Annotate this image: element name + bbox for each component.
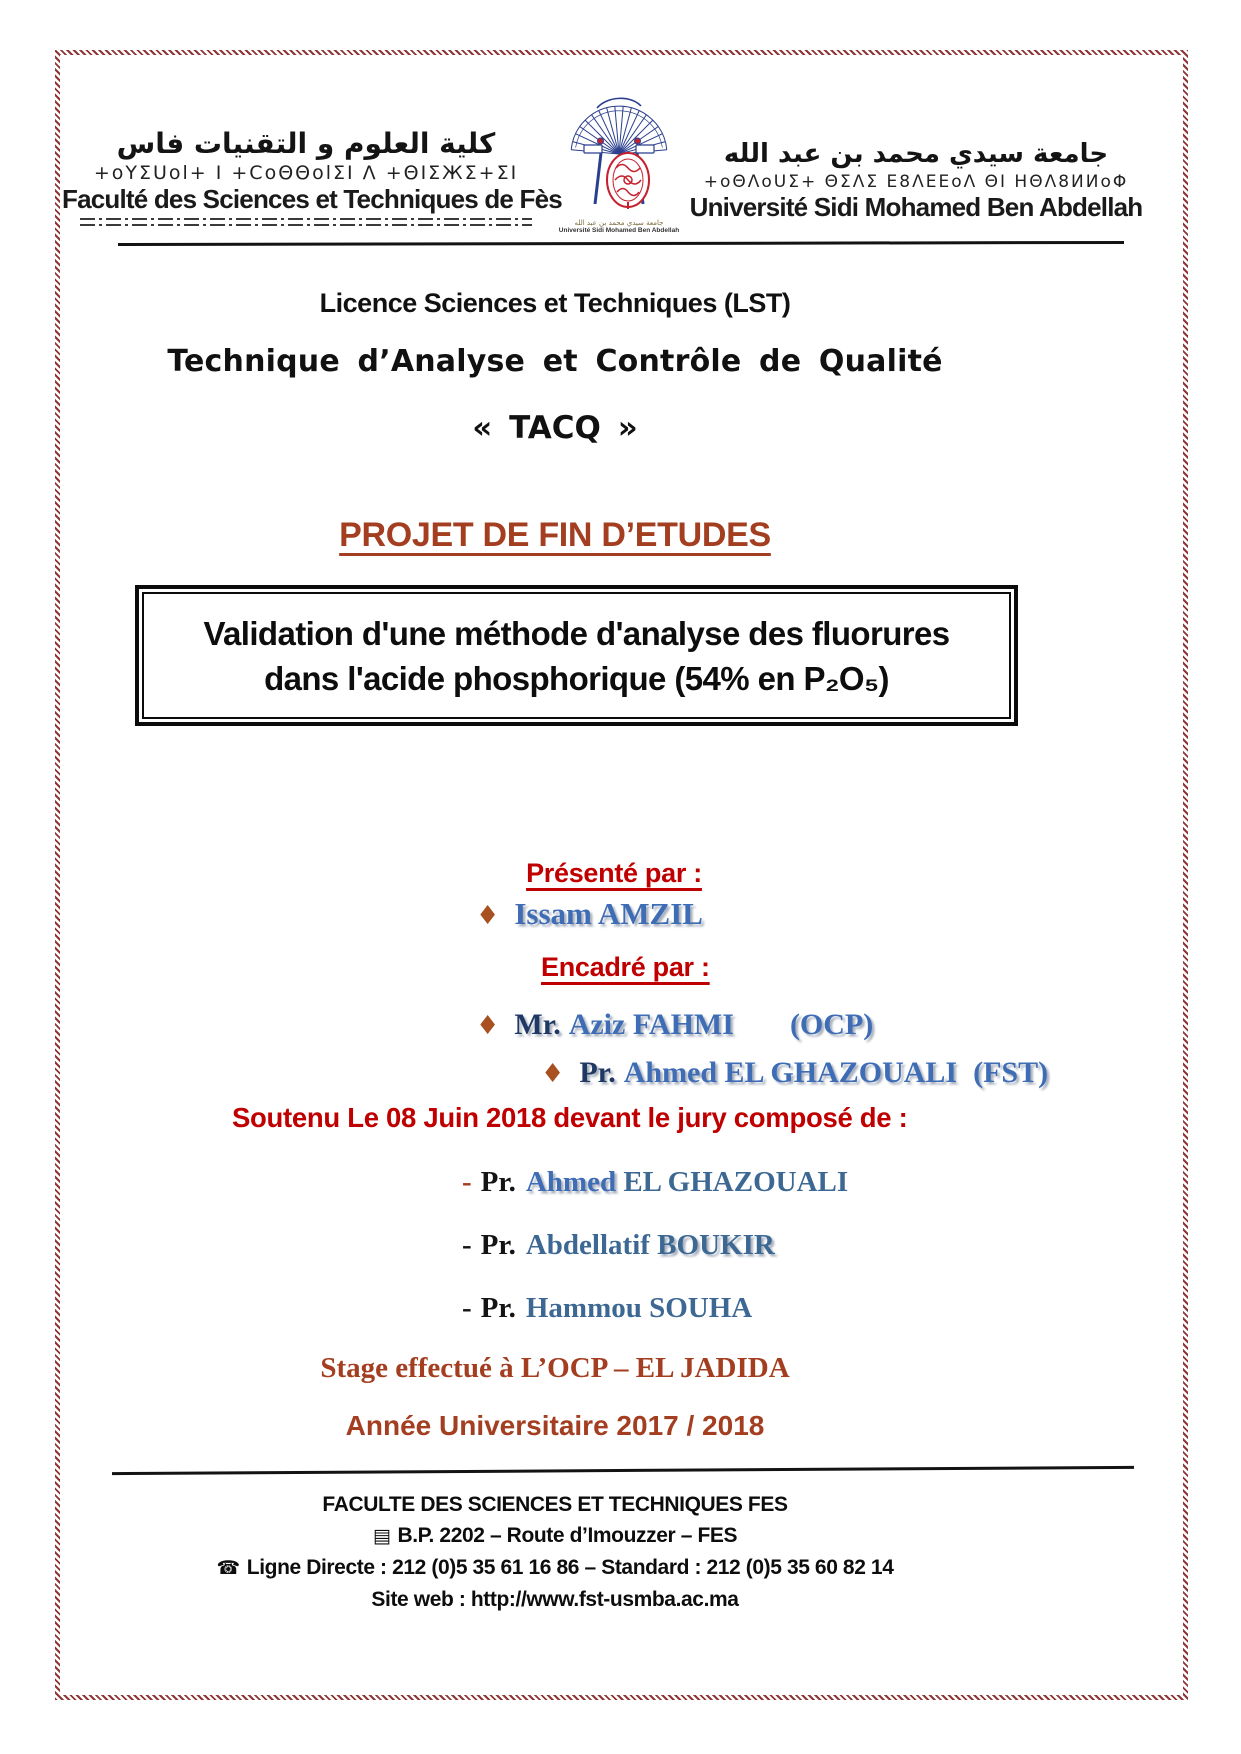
- advisor-organization: (FST): [973, 1056, 1049, 1089]
- jury-last-name: EL GHAZOUALI: [623, 1166, 849, 1198]
- dash-dot-divider: [80, 218, 532, 226]
- footer-phone-line: [0, 1552, 1110, 1584]
- program-title: Technique d’Analyse et Contrôle de Qualité: [167, 344, 943, 379]
- jury-title: Pr.: [480, 1166, 516, 1198]
- thesis-title-line2: dans l'acide phosphorique (54% en P₂O₅): [264, 659, 889, 697]
- university-name-french: Université Sidi Mohamed Ben Abdellah: [689, 191, 1143, 222]
- jury-title: Pr.: [480, 1229, 516, 1261]
- diamond-bullet-icon: ♦: [541, 1059, 565, 1089]
- advisor-line: [541, 1056, 1048, 1090]
- jury-last-name: SOUHA: [649, 1292, 753, 1324]
- logo-caption: [556, 219, 682, 235]
- advisor-line: [476, 1008, 873, 1042]
- jury-title: Pr.: [480, 1292, 516, 1324]
- footer-website: Site web : http://www.fst-usmba.ac.ma: [371, 1588, 739, 1611]
- footer-faculty-name: FACULTE DES SCIENCES ET TECHNIQUES FES: [322, 1493, 788, 1516]
- footer-block: [0, 1489, 1110, 1615]
- list-dash: -: [462, 1166, 472, 1198]
- jury-first-name: Ahmed: [525, 1166, 617, 1198]
- logo-caption-arabic: جامعة سيدي محمد بن عبد الله: [574, 219, 664, 227]
- jury-member-line: [462, 1229, 775, 1262]
- report-type-heading: PROJET DE FIN D’ETUDES: [339, 516, 771, 554]
- presented-by-heading: Présenté par :: [526, 858, 702, 888]
- address-icon: ▤: [372, 1525, 391, 1547]
- jury-first-name: Abdellatif: [525, 1229, 650, 1261]
- list-dash: -: [462, 1229, 472, 1261]
- logo-caption-latin: Université Sidi Mohamed Ben Abdellah: [558, 227, 680, 235]
- thesis-title-box-inner: [142, 592, 1011, 719]
- list-dash: -: [462, 1292, 472, 1324]
- footer-address: B.P. 2202 – Route d’Imouzzer – FES: [397, 1524, 738, 1547]
- advisor-organization: (OCP): [789, 1008, 874, 1041]
- footer-phones: Ligne Directe : 212 (0)5 35 61 16 86 – Standard : 212 (0)5 35 60 82 14: [246, 1556, 894, 1579]
- faculty-header-block: [62, 126, 562, 226]
- jury-member-line: [462, 1292, 752, 1325]
- student-line: [476, 896, 703, 932]
- university-name-tifinagh: +oΘΛoUΣ+ ΘΣΛΣ Ε8ΛΕΕoΛ ΘI ΗΘΛ8ИИoΦ: [703, 171, 1129, 192]
- academic-year-line: Année Universitaire 2017 / 2018: [345, 1410, 765, 1441]
- advisor-title: Pr.: [579, 1056, 616, 1089]
- faculty-name-arabic: كلية العلوم و التقنيات فاس: [116, 127, 496, 160]
- advisor-title: Mr.: [514, 1008, 561, 1041]
- footer-address-line: [0, 1520, 1110, 1552]
- jury-first-name: Hammou: [525, 1292, 642, 1324]
- phone-icon: ☎: [216, 1557, 240, 1579]
- university-header-block: [676, 138, 1156, 223]
- thesis-title-box: [135, 585, 1018, 726]
- supervised-by-heading: Encadré par :: [541, 952, 710, 982]
- university-name-arabic: جامعة سيدي محمد بن عبد الله: [723, 139, 1109, 169]
- program-abbreviation: « TACQ »: [472, 410, 638, 446]
- diamond-bullet-icon: ♦: [476, 1011, 500, 1041]
- faculty-name-tifinagh: +oYΣUol+ I +CoΘΘolΣI Λ +ΘIΣЖΣ+ΣI: [93, 162, 519, 184]
- university-logo: [566, 92, 672, 218]
- advisor-name: Ahmed EL GHAZOUALI: [623, 1056, 958, 1089]
- diamond-bullet-icon: ♦: [476, 901, 500, 931]
- faculty-name-french: Faculté des Sciences et Techniques de Fès: [62, 184, 562, 214]
- student-name: Issam AMZIL: [514, 896, 703, 931]
- jury-last-name: BOUKIR: [657, 1229, 775, 1261]
- degree-title: Licence Sciences et Techniques (LST): [319, 288, 791, 318]
- jury-member-line: [462, 1166, 848, 1199]
- internship-line: Stage effectué à L’OCP – EL JADIDA: [320, 1352, 790, 1384]
- thesis-title-line1: Validation d'une méthode d'analyse des fluorures: [203, 614, 950, 652]
- advisor-name: Aziz FAHMI: [568, 1008, 734, 1041]
- defense-date-line: Soutenu Le 08 Juin 2018 devant le jury composé de :: [232, 1102, 908, 1133]
